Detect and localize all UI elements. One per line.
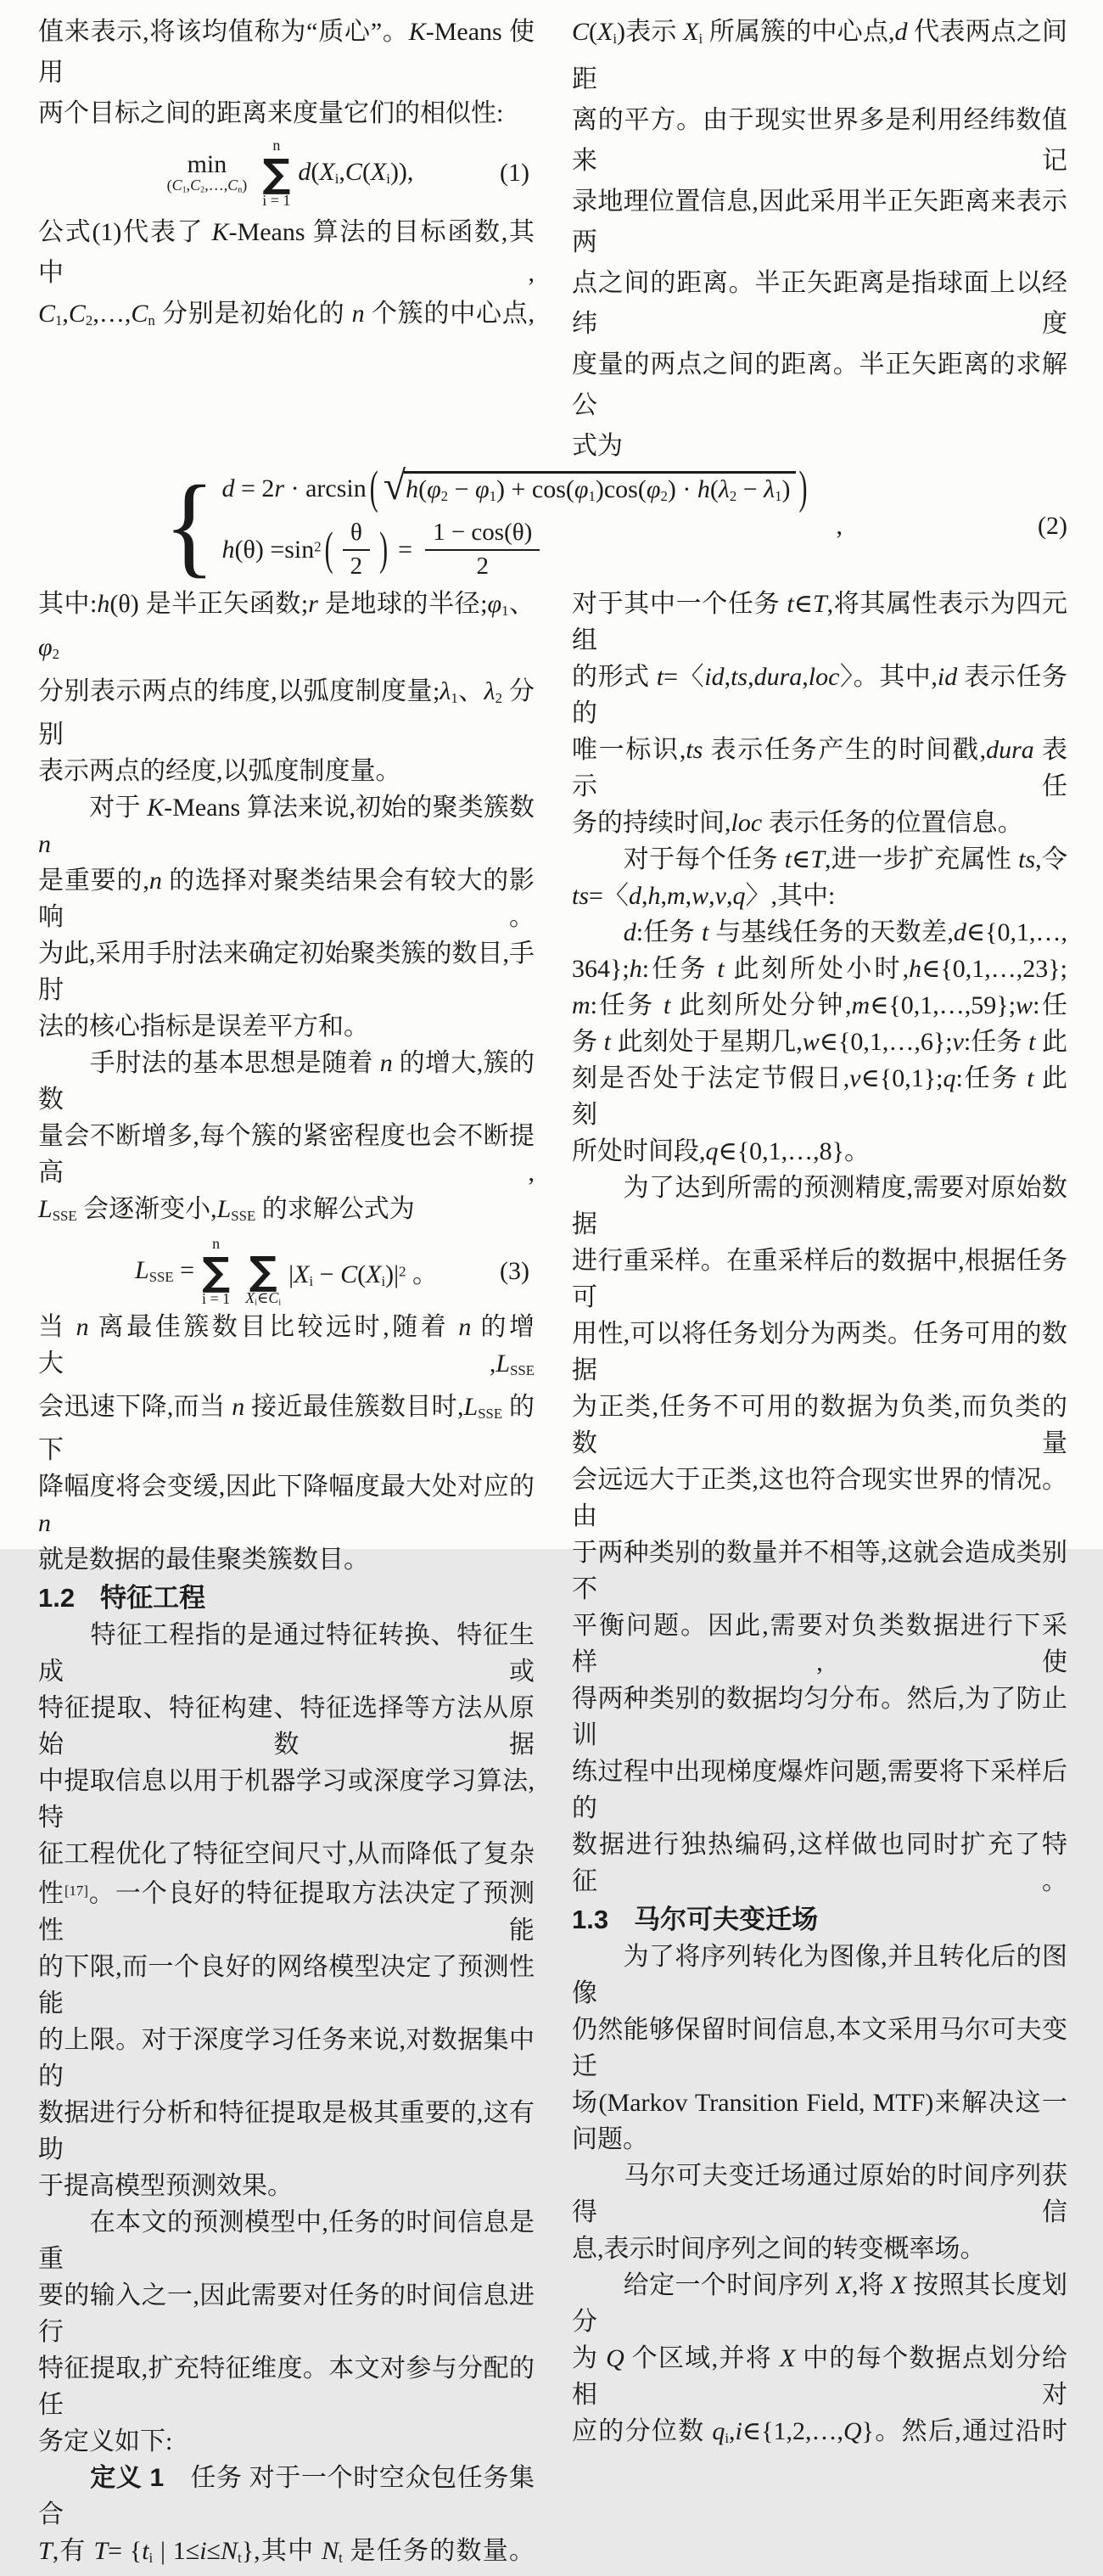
sum-lower-limit: $X_i\in C_i$: [245, 1288, 282, 1308]
text-line: 特征提取、特征构建、特征选择等方法从原始数据: [38, 1694, 535, 1759]
text-line: 为正类,任务不可用的数据为负类,而负类的数量: [572, 1393, 1067, 1458]
equation-body: $|X_i - C(X_i)|^2$ 。: [288, 1260, 438, 1290]
text-line: 为了达到所需的预测精度,需要对原始数据: [572, 1174, 1067, 1239]
text-line: 问题。: [572, 2125, 648, 2154]
right-column-top: [572, 12, 1067, 467]
summation: [202, 1236, 230, 1307]
text-line: 务定义如下:: [38, 2427, 173, 2455]
text-line: 性[17]。一个良好的特征提取方法决定了预测性能: [38, 1879, 535, 1945]
text-line: 用性,可以将任务划分为两类。任务可用的数据: [572, 1320, 1067, 1385]
section-title: 马尔可夫变迁场: [634, 1905, 819, 1935]
sum-upper-limit: n: [212, 1235, 221, 1253]
denominator: 2: [476, 552, 489, 580]
radicand: $h(\varphi_2 - \varphi_1) + \cos(\varphi_1)\cos(\varphi_2) \cdot h(\lambda_2 - \lambda_1)$: [404, 471, 795, 505]
text-line: 分别表示两点的纬度,以弧度制度量$;\lambda_1$、$\lambda_2$ 分别: [38, 676, 535, 749]
left-column-bottom: [38, 586, 535, 2576]
text-line: 定义 1 任务 对于一个时空众包任务集合: [38, 2463, 535, 2528]
text-line: 的上限。对于深度学习任务来说,对数据集中的: [38, 2025, 535, 2091]
text-line: $C(X_i)$表示 $X_i$ 所属簇的中心点,d 代表两点之间距: [572, 18, 1067, 94]
text-line: 对于 K-Means 算法来说,初始的聚类簇数 n: [38, 793, 535, 858]
text-line: 唯一标识,ts 表示任务产生的时间戳,dura 表示任: [572, 736, 1068, 801]
text-line: 练过程中出现梯度爆炸问题,需要将下采样后的: [572, 1758, 1067, 1823]
sigma-icon: ∑: [202, 1248, 231, 1294]
equation-2-line-1: [221, 462, 810, 514]
text-line: 息,表示时间序列之间的转变概率场。: [572, 2235, 986, 2264]
text-line: 的下限,而一个良好的网络模型决定了预测性能: [38, 1952, 535, 2018]
text-line: 为 Q 个区域,并将 X 中的每个数据点划分给相对: [572, 2344, 1068, 2410]
text-line: 平衡问题。因此,需要对负类数据进行下采样,使: [572, 1612, 1067, 1677]
equation-comma: ,: [836, 512, 843, 541]
equation-term: $h(\theta) =\sin^2$: [221, 535, 322, 564]
fraction: [425, 517, 540, 582]
text-line: 会远远大于正类,这也符合现实世界的情况。由: [572, 1466, 1067, 1531]
text-line: 征工程优化了特征空间尺寸,从而降低了复杂: [38, 1840, 535, 1869]
text-line: 于两种类别的数量并不相等,这就会造成类别不: [572, 1539, 1067, 1604]
text-line: 会迅速下降,而当 n 接近最佳簇数目时$,L_{SSE}$ 的下: [38, 1393, 535, 1465]
equation-2-line-2: [221, 517, 810, 582]
left-brace: {: [164, 463, 216, 589]
text-line: 马尔可夫变迁场通过原始的时间序列获得信: [572, 2162, 1067, 2227]
text-line: 务的持续时间,loc 表示任务的位置信息。: [572, 809, 1023, 838]
text-line: 特征提取,扩充特征维度。本文对参与分配的任: [38, 2354, 535, 2419]
equals-sign: =: [398, 535, 413, 564]
text-line: 在本文的预测模型中,任务的时间信息是重: [38, 2208, 535, 2273]
text-line: 其中:h(θ) 是半正矢函数;r 是地球的半径$;\varphi_1$、$\varphi_2$: [38, 590, 535, 663]
equation-lhs: $L_{SSE}$ =: [135, 1256, 195, 1286]
text-line: 所处时间段,q∈{0,1,…,8}。: [572, 1137, 871, 1166]
text-line: 对于每个任务 t∈T,进一步扩充属性 ts,令: [572, 845, 1068, 874]
text-line: 法的核心指标是误差平方和。: [38, 1012, 369, 1041]
equation-2: [164, 462, 1067, 589]
section-number: 1.3: [572, 1905, 609, 1935]
text-line: 中提取信息以用于机器学习或深度学习算法,特: [38, 1767, 535, 1832]
text-line: 手肘法的基本思想是随着 n 的增大,簇的数: [38, 1048, 535, 1114]
open-paren: (: [369, 462, 378, 514]
text-line: 要的输入之一,因此需要对任务的时间信息进行: [38, 2281, 535, 2346]
summation: [262, 137, 290, 209]
text-line: 表示两点的经度,以弧度制度量。: [38, 756, 401, 785]
text-line: 仍然能够保留时间信息,本文采用马尔可夫变迁: [572, 2016, 1067, 2081]
text-line: m:任务 t 此刻所处分钟,m∈{0,1,…,59};w:任: [572, 991, 1068, 1020]
sigma-icon: ∑: [262, 150, 291, 196]
numerator: 1 − cos(θ): [425, 517, 540, 551]
text-line: 两个目标之间的距离来度量它们的相似性:: [38, 99, 504, 127]
open-paren: (: [324, 523, 333, 575]
section-number: 1.2: [38, 1583, 76, 1614]
equation-2-lines: [221, 462, 810, 583]
text-line: 的形式 t=〈id,ts,dura,loc〉。其中,id 表示任务的: [572, 663, 1068, 728]
text-line: 是重要的,n 的选择对聚类结果会有较大的影响。: [38, 866, 535, 931]
section-heading-1-3: [572, 1905, 1067, 1934]
text-line: 对于其中一个任务 t∈T,将其属性表示为四元组: [572, 590, 1067, 655]
text-line: 数据进行分析和特征提取是极其重要的,这有助: [38, 2098, 535, 2164]
min-operator: [167, 151, 248, 196]
section-heading-1-2: [38, 1584, 535, 1613]
text-line: 应的分位数 $q_i,i\in\{1,2,\dots,Q\}$。然后,通过沿时: [572, 2417, 1067, 2447]
equation-number: (3): [500, 1256, 529, 1285]
text-line: 刻是否处于法定节假日,v∈{0,1};q:任务 t 此刻: [572, 1064, 1068, 1130]
text-line: 给定一个时间序列 X,将 X 按照其长度划分: [572, 2271, 1068, 2337]
text-line: 点之间的距离。半正矢距离是指球面上以经纬度: [572, 269, 1067, 339]
equation-term: d = 2r · arcsin: [221, 474, 367, 502]
text-line: 得两种类别的数据均匀分布。然后,为了防止训: [572, 1685, 1067, 1750]
text-line: 务 t 此刻处于星期几,w∈{0,1,…,6};v:任务 t 此: [572, 1028, 1068, 1057]
bottom-section: [38, 586, 1067, 2576]
text-line: 为了将序列转化为图像,并且转化后的图像: [572, 1943, 1067, 2008]
text-line: ts=〈d,h,m,w,v,q〉,其中:: [572, 882, 836, 911]
text-line: 录地理位置信息,因此采用半正矢距离来表示两: [572, 188, 1067, 257]
sigma-icon: ∑: [249, 1247, 277, 1294]
sum-lower-limit: i = 1: [262, 192, 291, 209]
text-line: 进行重采样。在重采样后的数据中,根据任务可: [572, 1247, 1067, 1312]
close-paren: ): [379, 523, 389, 575]
text-line: 364};h:任务 t 此刻所处小时,h∈{0,1,…,23};: [572, 955, 1067, 984]
text-line: 离的平方。由于现实世界多是利用经纬数值来记: [572, 106, 1067, 176]
text-line: $L_{SSE}$ 会逐渐变小$,L_{SSE}$ 的求解公式为: [38, 1194, 415, 1224]
equation-number: (2): [1038, 512, 1067, 541]
text-line: 数据进行独热编码,这样做也同时扩充了特征。: [572, 1831, 1067, 1896]
sum-upper-limit: n: [272, 137, 281, 154]
text-line: 量会不断增多,每个簇的紧密程度也会不断提高,: [38, 1121, 535, 1187]
text-line: 特征工程指的是通过特征转换、特征生成或: [38, 1621, 535, 1686]
text-line: 公式(1)代表了 K-Means 算法的目标函数,其中,: [38, 218, 535, 287]
equation-body: $d(X_i,C(X_i))$,: [298, 158, 414, 188]
text-line: 于提高模型预测效果。: [38, 2171, 293, 2200]
sqrt-icon: √: [383, 463, 406, 508]
text-line: $C_1,C_2,\dots,C_n$ 分别是初始化的 n 个簇的中心点,: [38, 300, 535, 329]
min-subscript: $(C_1,C_2,\dots,C_n)$: [166, 177, 248, 195]
text-line: 就是数据的最佳聚类簇数目。: [38, 1546, 369, 1574]
numerator: θ: [343, 517, 370, 551]
text-line: 值来表示,将该均值称为“质心”。K-Means 使用: [38, 18, 535, 87]
text-line: 度量的两点之间的距离。半正矢距离的求解公: [572, 351, 1067, 420]
close-paren: ): [798, 462, 808, 514]
sum-lower-limit: i = 1: [202, 1289, 231, 1307]
text-line: 为此,采用手肘法来确定初始聚类簇的数目,手肘: [38, 939, 535, 1004]
text-line: 式为: [572, 432, 623, 461]
text-line: 降幅度将会变缓,因此下降幅度最大处对应的 n: [38, 1473, 535, 1538]
right-column-bottom: [572, 586, 1067, 2576]
left-column-top: [38, 12, 535, 467]
text-line: d:任务 t 与基线任务的天数差,d∈{0,1,…,: [623, 918, 1068, 947]
summation: [245, 1235, 281, 1308]
min-label: min: [187, 149, 227, 178]
top-section: [38, 12, 1067, 467]
text-line: T,有 $T= \{t_i$ | $1\le i\le N_t$},其中 $N_t$ 是任务的数量。: [38, 2536, 535, 2567]
text-line: 场(Markov Transition Field, MTF)来解决这一: [572, 2089, 1067, 2118]
section-title: 特征工程: [100, 1583, 206, 1614]
text-line: 当 n 离最佳簇数目比较远时,随着 n 的增大$,L_{SSE}$: [38, 1312, 535, 1379]
equation-3: [38, 1234, 535, 1309]
equation-number: (1): [500, 159, 529, 187]
denominator: 2: [350, 552, 363, 580]
fraction: [343, 517, 371, 582]
equation-1: [38, 134, 535, 212]
